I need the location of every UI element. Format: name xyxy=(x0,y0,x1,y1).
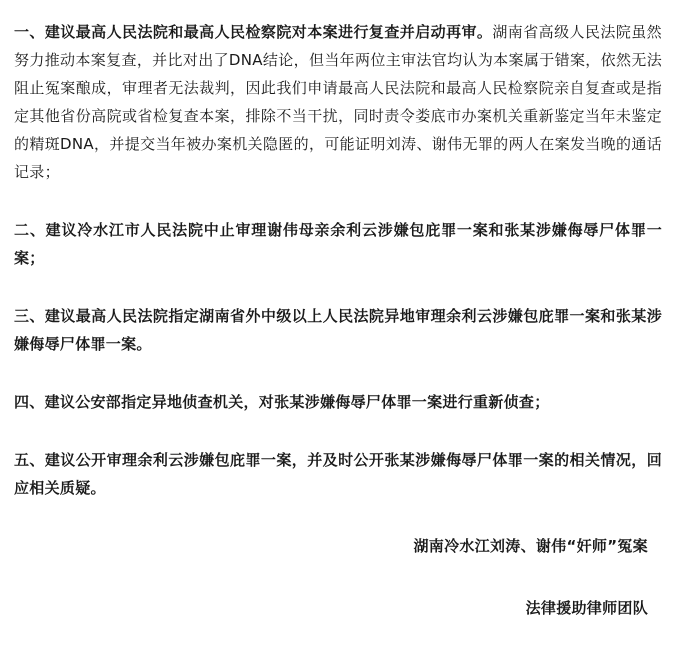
paragraph-1 xyxy=(14,18,662,186)
paragraph-3-lead: 三、建议最高人民法院指定湖南省外中级以上人民法院异地审理余利云涉嫌包庇罪一案和张某涉嫌侮辱尸体罪一案。 xyxy=(14,307,662,353)
paragraph-3 xyxy=(14,302,662,358)
paragraph-2 xyxy=(14,216,662,272)
paragraph-1-lead: 一、建议最高人民法院和最高人民检察院对本案进行复查并启动再审。 xyxy=(14,23,493,41)
paragraph-1-body: 湖南省高级人民法院虽然努力推动本案复查，并比对出了DNA结论，但当年两位主审法官均认为本案属于错案，依然无法阻止冤案酿成，审理者无法裁判，因此我们申请最高人民法院和最高人民检察院亲自复查或是指定其他省份高院或省检复查本案，排除不当干扰，同时责令娄底市办案机关重新鉴定当年未鉴定的精斑DNA，并提交当年被办案机关隐匿的，可能证明刘涛、谢伟无罪的两人在案发当晚的通话记录； xyxy=(14,23,662,181)
paragraph-4 xyxy=(14,388,662,416)
paragraph-5 xyxy=(14,446,662,502)
signature-team-name: 法律援助律师团队 xyxy=(525,599,648,617)
paragraph-4-lead: 四、建议公安部指定异地侦查机关，对张某涉嫌侮辱尸体罪一案进行重新侦查； xyxy=(14,393,550,411)
paragraph-2-lead: 二、建议冷水江市人民法院中止审理谢伟母亲余利云涉嫌包庇罪一案和张某涉嫌侮辱尸体罪一案； xyxy=(14,221,662,267)
signature-case-name: 湖南冷水江刘涛、谢伟“奸师”冤案 xyxy=(413,537,648,555)
paragraph-5-lead: 五、建议公开审理余利云涉嫌包庇罪一案，并及时公开张某涉嫌侮辱尸体罪一案的相关情况，回应相关质疑。 xyxy=(14,451,662,497)
